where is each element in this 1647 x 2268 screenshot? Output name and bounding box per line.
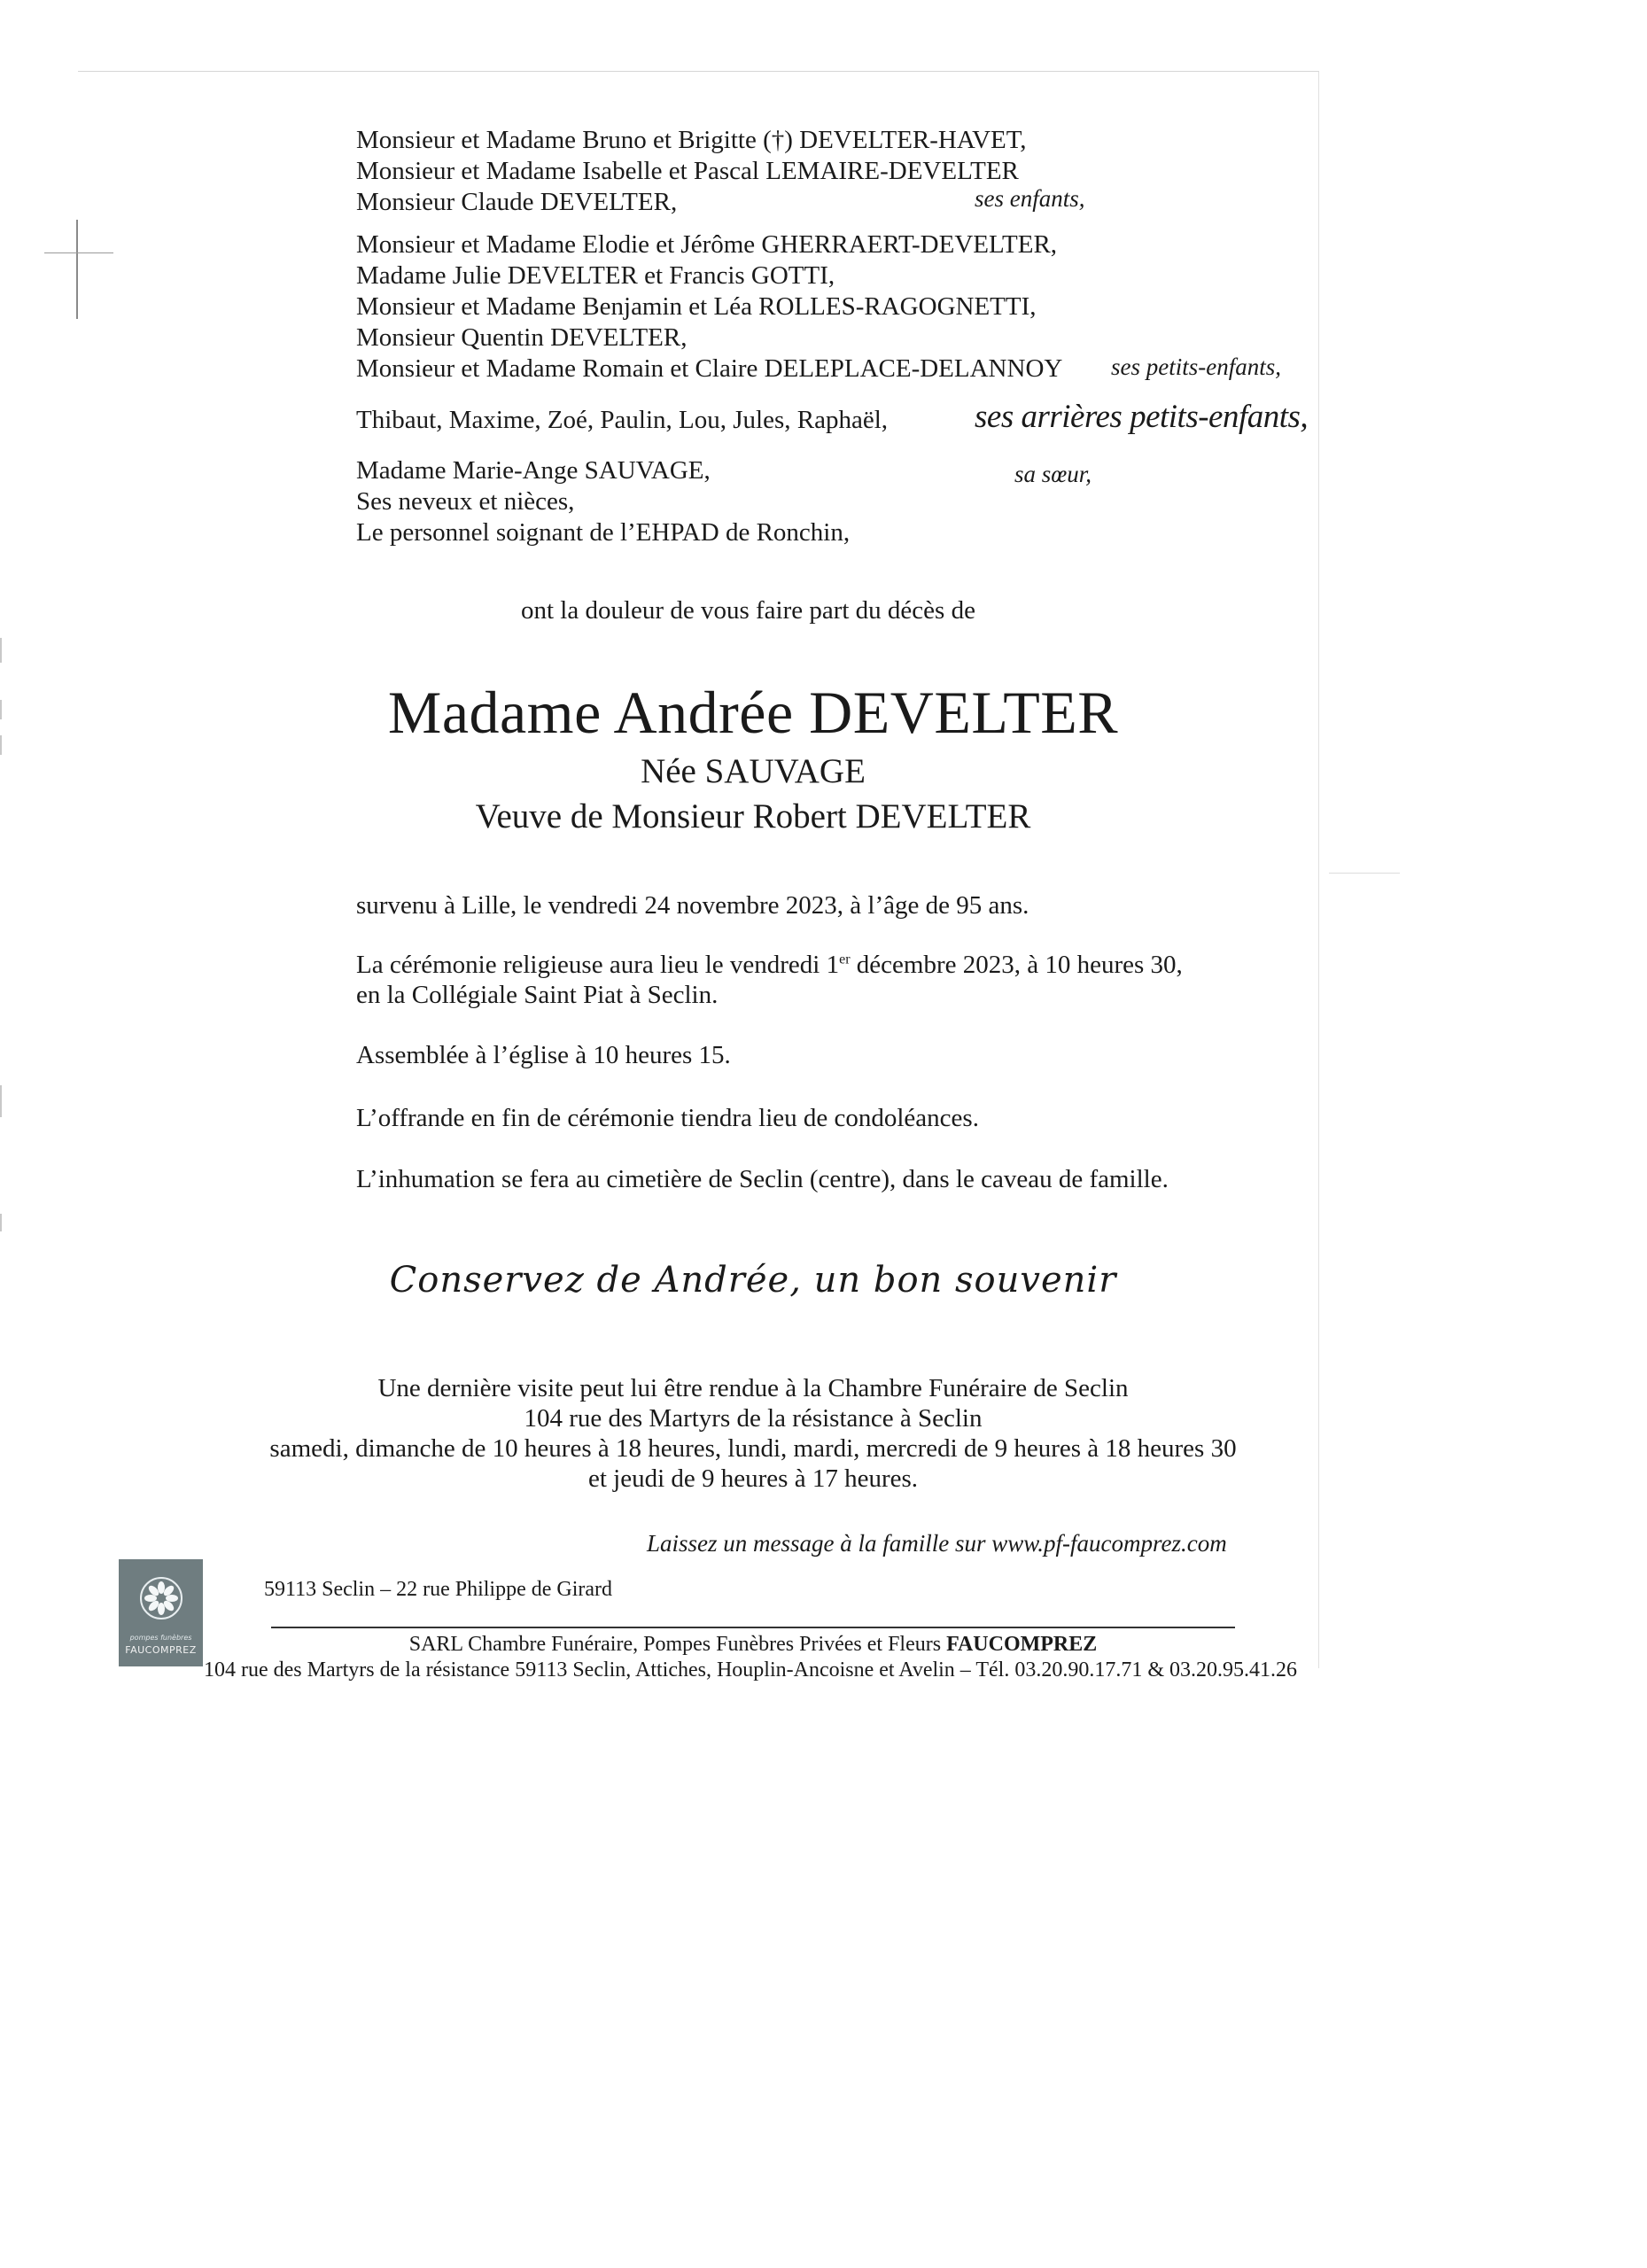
- family-line: Ses neveux et nièces,: [356, 487, 575, 516]
- visit-line: 104 rue des Martyrs de la résistance à Seclin: [524, 1404, 983, 1433]
- family-line: Monsieur et Madame Isabelle et Pascal LEMAIRE-DEVELTER: [356, 157, 1019, 185]
- family-line: Madame Julie DEVELTER et Francis GOTTI,: [356, 261, 835, 290]
- family-line: Monsieur et Madame Romain et Claire DELEPLACE-DELANNOY: [356, 354, 1063, 383]
- agency-address: 59113 Seclin – 22 rue Philippe de Girard: [264, 1578, 613, 1601]
- relation-label-grandchildren: ses petits-enfants,: [1111, 353, 1281, 380]
- death-details: survenu à Lille, le vendredi 24 novembre 2023, à l’âge de 95 ans.: [356, 891, 1029, 920]
- family-group-children: [356, 125, 1027, 218]
- assembly-time: Assemblée à l’église à 10 heures 15.: [356, 1041, 731, 1069]
- family-line: Monsieur Quentin DEVELTER,: [356, 323, 688, 352]
- maiden-name: Née SAUVAGE: [641, 752, 866, 790]
- scan-mark: [1329, 873, 1400, 874]
- widow-line: Veuve de Monsieur Robert DEVELTER: [475, 797, 1031, 835]
- family-line: Monsieur et Madame Elodie et Jérôme GHERRAERT-DEVELTER,: [356, 230, 1058, 259]
- relation-label-great-grandchildren: ses arrières petits-enfants,: [975, 399, 1309, 435]
- ceremony-place: en la Collégiale Saint Piat à Seclin.: [356, 981, 719, 1009]
- scan-mark: [0, 638, 2, 663]
- family-group-others: [356, 455, 850, 548]
- family-line: Madame Marie-Ange SAUVAGE,: [356, 456, 711, 485]
- cross-icon-horizontal: [44, 252, 113, 253]
- ceremony-details: La cérémonie religieuse aura lieu le vendredi 1er décembre 2023, à 10 heures 30,: [356, 951, 1183, 979]
- relation-label-sister: sa sœur,: [1014, 461, 1092, 487]
- family-group-grandchildren: [356, 229, 1062, 384]
- offering-note: L’offrande en fin de cérémonie tiendra lieu de condoléances.: [356, 1104, 979, 1132]
- family-line: Le personnel soignant de l’EHPAD de Ronchin,: [356, 518, 851, 547]
- family-line: Monsieur Claude DEVELTER,: [356, 188, 678, 216]
- visit-line: Une dernière visite peut lui être rendue à la Chambre Funéraire de Seclin: [377, 1374, 1129, 1402]
- visit-line: samedi, dimanche de 10 heures à 18 heures, lundi, mardi, mercredi de 9 heures à 18 heures 30: [269, 1434, 1237, 1463]
- flower-icon: [138, 1575, 184, 1621]
- family-line: Thibaut, Maxime, Zoé, Paulin, Lou, Jules, Raphaël,: [356, 406, 889, 434]
- deceased-name: Madame Andrée DEVELTER: [387, 679, 1119, 746]
- visit-line: et jeudi de 9 heures à 17 heures.: [587, 1464, 919, 1493]
- burial-details: L’inhumation se fera au cimetière de Seclin (centre), dans le caveau de famille.: [356, 1165, 1169, 1193]
- logo-brand: FAUCOMPREZ: [125, 1644, 197, 1656]
- family-line: Monsieur et Madame Benjamin et Léa ROLLES-RAGOGNETTI,: [356, 292, 1037, 321]
- scan-mark: [0, 1214, 2, 1231]
- remembrance-message: Conservez de Andrée, un bon souvenir: [389, 1260, 1117, 1301]
- footer-divider: [271, 1627, 1235, 1628]
- footer-company: SARL Chambre Funéraire, Pompes Funèbres Privées et Fleurs FAUCOMPREZ: [408, 1633, 1098, 1656]
- logo-tagline: pompes funèbres: [129, 1634, 192, 1642]
- family-line: Monsieur et Madame Bruno et Brigitte (†) DEVELTER-HAVET,: [356, 126, 1027, 154]
- scan-mark: [0, 1085, 2, 1117]
- online-message-link[interactable]: Laissez un message à la famille sur www.pf-faucomprez.com: [647, 1530, 1227, 1557]
- announcement-intro: ont la douleur de vous faire part du décès de: [521, 596, 975, 625]
- visit-information: [0, 1373, 1506, 1494]
- cross-icon-vertical: [76, 220, 78, 319]
- relation-label-children: ses enfants,: [975, 185, 1085, 212]
- footer-contact: 104 rue des Martyrs de la résistance 59113 Seclin, Attiches, Houplin-Ancoisne et Avelin – Tél. 03.20.90.17.71 & 03.20.95.41.26: [204, 1658, 1298, 1682]
